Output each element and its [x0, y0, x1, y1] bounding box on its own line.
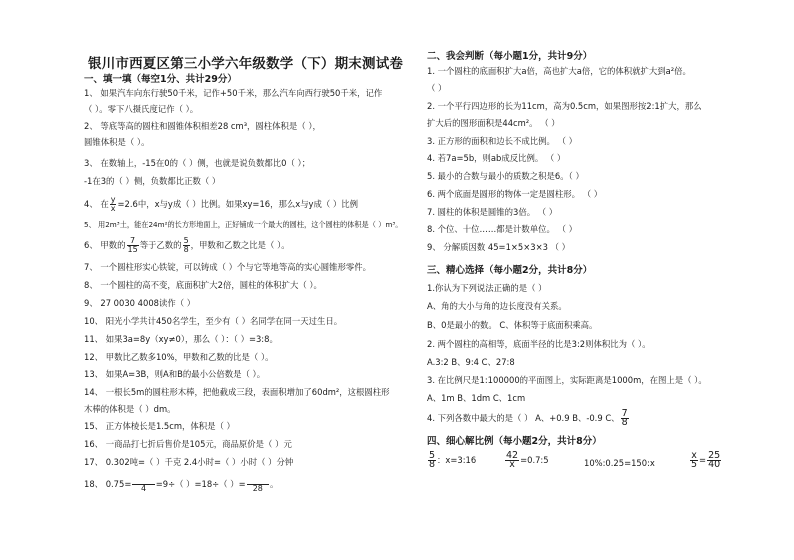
- fraction-denominator: x: [509, 459, 515, 470]
- fraction: [132, 476, 154, 493]
- choice-line: B、0是最小的数。 C、体积等于底面积乘高。: [427, 320, 598, 330]
- fraction: [428, 452, 436, 469]
- question-line: -1在3的（ ）侧，负数都比正数（ ）: [84, 176, 221, 186]
- proportion-1: [427, 452, 476, 469]
- judge-line: 6. 两个底面是圆形的物体一定是圆柱形。 （ ）: [427, 189, 603, 199]
- question-line: 12、 甲数比乙数多10%，甲数和乙数的比是（ ）。: [84, 352, 274, 362]
- question-line: 7、 一个圆柱形实心铁锭，可以铸成（ ）个与它等地等高的实心圆锥形零件。: [84, 262, 372, 272]
- fraction-denominator: 4: [140, 484, 147, 493]
- fraction: [621, 410, 629, 427]
- fraction-numerator: 42: [506, 450, 519, 461]
- question-line: 10、 阳光小学共计450名学生，至少有（ ）名同学在同一天过生日。: [84, 316, 343, 326]
- judge-line: 4. 若7a=5b，则ab成反比例。 （ ）: [427, 153, 566, 163]
- section-heading-judge: 二、我会判断（每小题1分，共计9分）: [427, 51, 593, 62]
- choice-4: [427, 410, 630, 427]
- q6-prefix: 6、 甲数的: [84, 240, 126, 250]
- equals-sign: =: [699, 455, 707, 465]
- choice-line: A、1m B、1dm C、1cm: [427, 393, 526, 403]
- proportion-4: [689, 452, 722, 469]
- question-line: （ ）。零下八摄氏度记作（ ）。: [84, 104, 199, 114]
- question-line: 1、 如果汽车向东行驶50千米，记作+50千米，那么汽车向西行驶50千米，记作: [84, 88, 383, 98]
- fraction-denominator: 8: [183, 245, 189, 254]
- question-line: 圆锥体积是（ ）。: [84, 137, 150, 147]
- fraction-numerator: 5: [183, 236, 189, 245]
- question-11: 11、 如果3a=8y（xy≠0），那么（ ）：（ ）=3:8。: [84, 334, 278, 344]
- q18-post: 。: [269, 479, 279, 489]
- choice-line: A.3:2 B、9:4 C、27:8: [427, 357, 515, 367]
- q18-prefix: 18、 0.75=: [84, 479, 132, 489]
- choice-line: 3. 在比例尺是1:100000的平面图上，实际距离是1000m，在图上是（ ）。: [427, 375, 707, 385]
- fraction: [690, 452, 698, 469]
- question-6: [84, 237, 290, 254]
- judge-line: 7. 圆柱的体积是圆锥的3倍。 （ ）: [427, 207, 558, 217]
- proportion-2: [504, 452, 549, 469]
- question-18: [84, 476, 278, 493]
- judge-line: 5. 最小的合数与最小的质数之积是6。（ ）: [427, 171, 584, 181]
- fraction-numerator: 5: [429, 450, 436, 461]
- question-4: [84, 196, 358, 213]
- q4-text: =2.6中，x与y成（ ）比例。如果xy=16，那么x与y成（ ）比例: [117, 199, 359, 209]
- page-title: 银川市西夏区第三小学六年级数学（下）期末测试卷: [88, 56, 404, 72]
- fraction: [110, 196, 117, 213]
- fraction-numerator: y: [110, 195, 116, 204]
- section-heading-proportion: 四、细心解比例（每小题2分，共计8分）: [427, 436, 602, 447]
- fraction-numerator: 7: [127, 237, 139, 246]
- proportion-text: =0.7:5: [520, 455, 549, 465]
- fraction-denominator: 40: [708, 459, 721, 470]
- fraction: [127, 237, 139, 254]
- section-heading-choice: 三、精心选择（每小题2分，共计8分）: [427, 265, 593, 276]
- choice-4-text: 4. 下列各数中最大的是（ ） A、+0.9 B、-0.9 C、: [427, 413, 620, 423]
- fraction-numerator: x: [691, 450, 697, 461]
- fraction-denominator: 5: [691, 459, 698, 470]
- judge-line: 1. 一个圆柱的底面积扩大a倍，高也扩大a倍，它的体积就扩大到a²倍。: [427, 66, 691, 76]
- choice-line: A、角的大小与角的边长度没有关系。: [427, 301, 567, 311]
- question-line: 8、 一个圆柱的高不变，底面积扩大2倍，圆柱的体积扩大（ ）。: [84, 280, 322, 290]
- fraction-denominator: 28: [252, 484, 263, 493]
- judge-line: 扩大后的图形面积是44cm²。 （ ）: [427, 118, 560, 128]
- question-line: 9、 27 0030 4008读作（ ）: [84, 298, 196, 308]
- proportion-3: 10%:0.25=150:x: [584, 458, 655, 468]
- q4-prefix: 4、 在: [84, 199, 109, 209]
- choice-line: 2. 两个圆柱的高相等，底面半径的比是3:2则体积比为（ ）。: [427, 339, 651, 349]
- fraction-denominator: 15: [127, 245, 138, 254]
- question-line: 木棒的体积是（ ）dm。: [84, 404, 176, 414]
- judge-line: 9、 分解质因数 45=1×5×3×3 （ ）: [427, 242, 571, 252]
- judge-line: 2. 一个平行四边形的长为11cm，高为0.5cm，如果图形按2:1扩大，那么: [427, 101, 702, 111]
- choice-line: 1.你认为下列说法正确的是（ ）: [427, 283, 547, 293]
- q6-mid: 等于乙数的: [139, 240, 182, 250]
- question-line: 16、 一商品打七折后售价是105元，商品原价是（ ）元: [84, 439, 292, 449]
- judge-line: 8. 个位、十位……都是计数单位。 （ ）: [427, 224, 577, 234]
- question-line: 2、 等底等高的圆柱和圆锥体积相差28 cm³，圆柱体积是（ ），: [84, 121, 321, 131]
- proportion-text: ：x=3:16: [437, 455, 477, 465]
- fraction-denominator: x: [110, 204, 116, 213]
- fraction: [247, 476, 269, 493]
- question-line: 5、 用2m³土，能在24m²的长方形地面上，正好铺成一个最大的圆柱，这个圆柱的体积是（ ）m³。: [84, 220, 403, 229]
- section-heading-fill-in: 一、填一填（每空1分、共计29分）: [84, 74, 237, 85]
- fraction: [183, 237, 190, 254]
- judge-line: 3. 正方形的面积和边长不成比例。 （ ）: [427, 136, 577, 146]
- fraction-denominator: 8: [429, 459, 436, 470]
- judge-line: （ ）: [427, 83, 447, 93]
- fraction-denominator: 8: [621, 417, 628, 428]
- q18-mid: =9÷（ ）=18÷（ ）=: [155, 479, 246, 489]
- q6-post: ，甲数和乙数之比是（ ）。: [190, 240, 290, 250]
- question-line: 3、 在数轴上，-15在0的（ ）侧，也就是说负数都比0（ ）；: [84, 158, 311, 168]
- fraction: [707, 452, 721, 469]
- question-line: 13、 如果A=3B，则A和B的最小公倍数是（ ）。: [84, 369, 266, 379]
- fraction-numerator: 7: [621, 408, 628, 419]
- question-line: 15、 正方体棱长是1.5cm，体积是（ ）: [84, 421, 235, 431]
- question-line: 14、 一根长5m的圆柱形木棒，把他截成三段，表面积增加了60dm²，这根圆柱形: [84, 387, 390, 397]
- question-line: 17、 0.302吨=（ ）千克 2.4小时=（ ）小时（ ）分钟: [84, 457, 294, 467]
- fraction-numerator: 25: [708, 450, 721, 461]
- fraction: [505, 452, 519, 469]
